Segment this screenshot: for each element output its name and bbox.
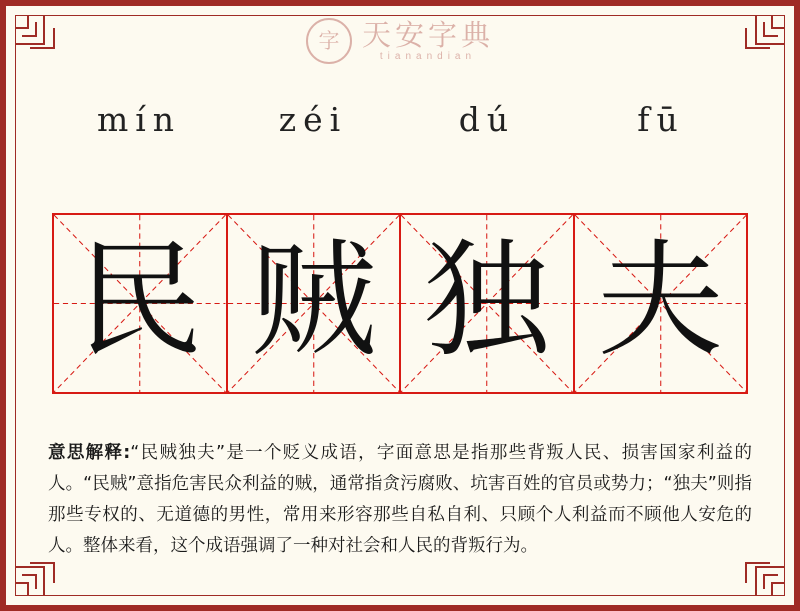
explanation-text: “民贼独夫”是一个贬义成语，字面意思是指那些背叛人民、损害国家利益的人。“民贼”意指危害民众利益的贼，通常指贪污腐败、坑害百姓的官员或势力；“独夫”则指那些专权的、无道德的男性，常用来形容那些自私自利、只顾个人利益而不顾他人安危的人。整体来看，这个成语强调了一种对社会和人民的背叛行为。 xyxy=(48,443,752,556)
character-cell-1 xyxy=(54,215,228,392)
character-cell-4 xyxy=(575,215,747,392)
character-3: 独 xyxy=(423,226,550,374)
character-1: 民 xyxy=(76,226,203,374)
brand-name-pinyin: tianandian xyxy=(379,50,477,62)
pinyin-4: fū xyxy=(637,100,685,139)
character-2: 贼 xyxy=(250,226,377,374)
pinyin-row xyxy=(52,100,748,139)
pinyin-1: mín xyxy=(96,100,182,139)
character-cell-3 xyxy=(401,215,575,392)
explanation-label: 意思解释: xyxy=(48,443,131,463)
pinyin-2: zéi xyxy=(278,100,348,139)
explanation-paragraph xyxy=(48,438,752,562)
seal-icon: 字 xyxy=(306,18,352,64)
pinyin-3: dú xyxy=(458,100,516,139)
brand-text xyxy=(362,20,494,61)
character-cell-2 xyxy=(228,215,402,392)
character-grid xyxy=(52,213,748,394)
character-4: 夫 xyxy=(597,226,724,374)
site-logo xyxy=(0,18,800,64)
brand-name-cn: 天安字典 xyxy=(361,18,494,53)
